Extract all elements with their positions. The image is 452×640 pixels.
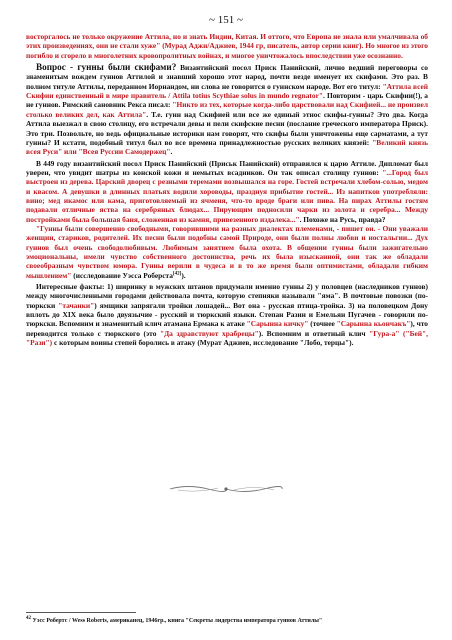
question-quote-2: "Никто из тех, которые когда-либо царствовали над Скифией... не произвел столько великих дел, как Аттила" bbox=[26, 100, 428, 119]
footnote-number: 42 bbox=[26, 616, 31, 621]
facts-quote-1: "тачанки" bbox=[58, 300, 95, 310]
paragraph-449 bbox=[26, 159, 428, 224]
facts-text-6: с которым воины степей боролись в атаку (Мурат Аджиев, исследование "Лобо, терцы"). bbox=[52, 338, 354, 348]
page-number: ~ 151 ~ bbox=[209, 14, 243, 26]
footnote bbox=[26, 618, 428, 625]
facts-text-2: ) ямщики запрягали тройки лошадей... Вот она - русская птица-тройка. 3) на половецком Дону вплоть до XIX века было двуязычие - русский и тюркский языки. Степан Разин и Емельян Пугачев - говорили по-тюркски. Вспомним и знаменитый клич атамана Ермака к атаке bbox=[26, 300, 428, 329]
facts-quote-2: "Сарынна кичку" bbox=[246, 319, 309, 329]
facts-quote-4: "Да здравствуют храбрецы" bbox=[159, 328, 259, 338]
footnote-rule bbox=[26, 612, 136, 613]
free-cite-end: ). bbox=[181, 270, 186, 280]
paragraph-facts bbox=[26, 282, 428, 347]
question-quote-3: "Великий князь всея Руси" или "Всея Руссии Самодержец" bbox=[26, 137, 429, 157]
paragraph-question bbox=[26, 62, 428, 157]
free-cite: (исследование Уэсса Роберста bbox=[71, 270, 173, 280]
p449-quote: "...Город был выстроен из дерева. Царский дворец с резными теремами возвышался на горе. Гостей встречали хлебом-солью, медом и квасом. А девушки в длинных платьях водили хороводы, празднуя прибытие гостей... Из напитков употребляли: вино; мед икамос или кама, приготовляемый из ячменя, что-то вроде браги или пива. На пирах Аттилы гостям подавали отличные яства на серебряных блюдах... Пирующим подносили чарки из золота и серебра... Между постройками была большая баня, сложенная из камня, привезенного издалека..." bbox=[26, 167, 428, 224]
facts-quote-3: "Сарынна кьончакъ" bbox=[336, 319, 411, 329]
footnote-ref[interactable]: [42] bbox=[172, 271, 182, 277]
ornament-divider-icon bbox=[168, 482, 284, 496]
footnote-text: Уэсс Робертс / Wess Roberts, американец, 1946гр., книга "Секреты лидерства императора гуннов Аттилы" bbox=[31, 618, 323, 624]
question-text-1: Византийский посол Приск Панийский, лично ведший переговоры со знаменитым вождем гуннов Аттилой и знавший хорошо этот народ, почти везде именует их скифами. Это раз. В полном титуле Аттилы, переданном Иорнандом, ни слова не говорится о гуннском народе. Вот его титул: bbox=[26, 63, 428, 91]
free-quote: "Гунны были совершенно свободными, говорившими на разных диалектах племенами, - пишет он. - Они уважали женщин, стариков, родителей. Их песни были подобны самой Природе, они были полны любви и ностальгии... Дух гуннов был очень свободолюбивым. Любимым занятием была охота. В общении гунны были зажигательно эмоциональны, имели чувство собственного достоинства, речь их была изысканной, они так же обладали своеобразным чувством юмора. Гунны верили в чудеса и в то же время были оптимистами, обладали гибким мышлением" bbox=[26, 223, 428, 280]
question-quote-1: "Аттила всей Скифии единственный в мире правитель / Attila totius Scythiae solus in mundo regnator" bbox=[26, 81, 428, 101]
question-text-3: . Т.е. гунн над Скифией или все же единый этнос скифы-гунны? Это два. Когда Аттила выезжал в свою столицу, его встречали девы и пели скифские песни (послание греческого императора Приск). Это три. Позвольте, но ведь официальные историки нам говорят, что скифы были уничтожены еще сарматами, а тут гунны? И кстати, подобный титул был во все времена принадлежностью русских великих князей: bbox=[26, 109, 428, 147]
facts-text-1: Интересные факты: 1) ширинку в мужских штанов придумали именно гунны 2) у половцев (наследников гуннов) между многочисленными городами действовала почта, которую степняки называли "яма". В почтовые повозки (по-тюркски bbox=[26, 282, 428, 310]
question-heading: Вопрос - гунны были скифами? bbox=[36, 62, 177, 73]
question-text-4: . bbox=[170, 147, 173, 157]
intro-quote-text: восторгалось не только окружение Аттила, но и знать Индии, Китая. И оттого, что Европа не знала или умалчивала об этих произведениях, они не стали хуже" (Мурад Аджи/Аджиев, 1944 гр, писатель, автор серии книг). Но многое из этого погибло и сгорело в многолетних кровопролитных войнах, и многое уничтожалось впоследствии уже осознанно. bbox=[26, 32, 428, 60]
p449-text-2: . Похоже на Русь, правда? bbox=[299, 214, 386, 224]
question-text-2: . Повторим - царь Скифии(!), а не гуннов. Римский сановник Рекса писал: bbox=[26, 91, 428, 110]
facts-text-3: (точнее bbox=[308, 319, 337, 329]
paragraph-intro bbox=[26, 32, 428, 60]
body-text bbox=[26, 32, 428, 347]
facts-text-4: ), что переводится только с тюркского (это bbox=[26, 319, 428, 338]
facts-text-5: ). Вспомним и ответный клич bbox=[258, 328, 370, 338]
facts-quote-5: "Гура-а" ("Бей", "Рази") bbox=[26, 328, 428, 348]
p449-text-1: В 449 году византийский посол Приск Панийский (Приськ Панийский) отправился к царю Аттиле. Дипломат был уверен, что увидит шатры из конской кожи и немытых всадников. Он так описал столицу гуннов: bbox=[26, 158, 428, 177]
paragraph-free bbox=[26, 224, 428, 280]
